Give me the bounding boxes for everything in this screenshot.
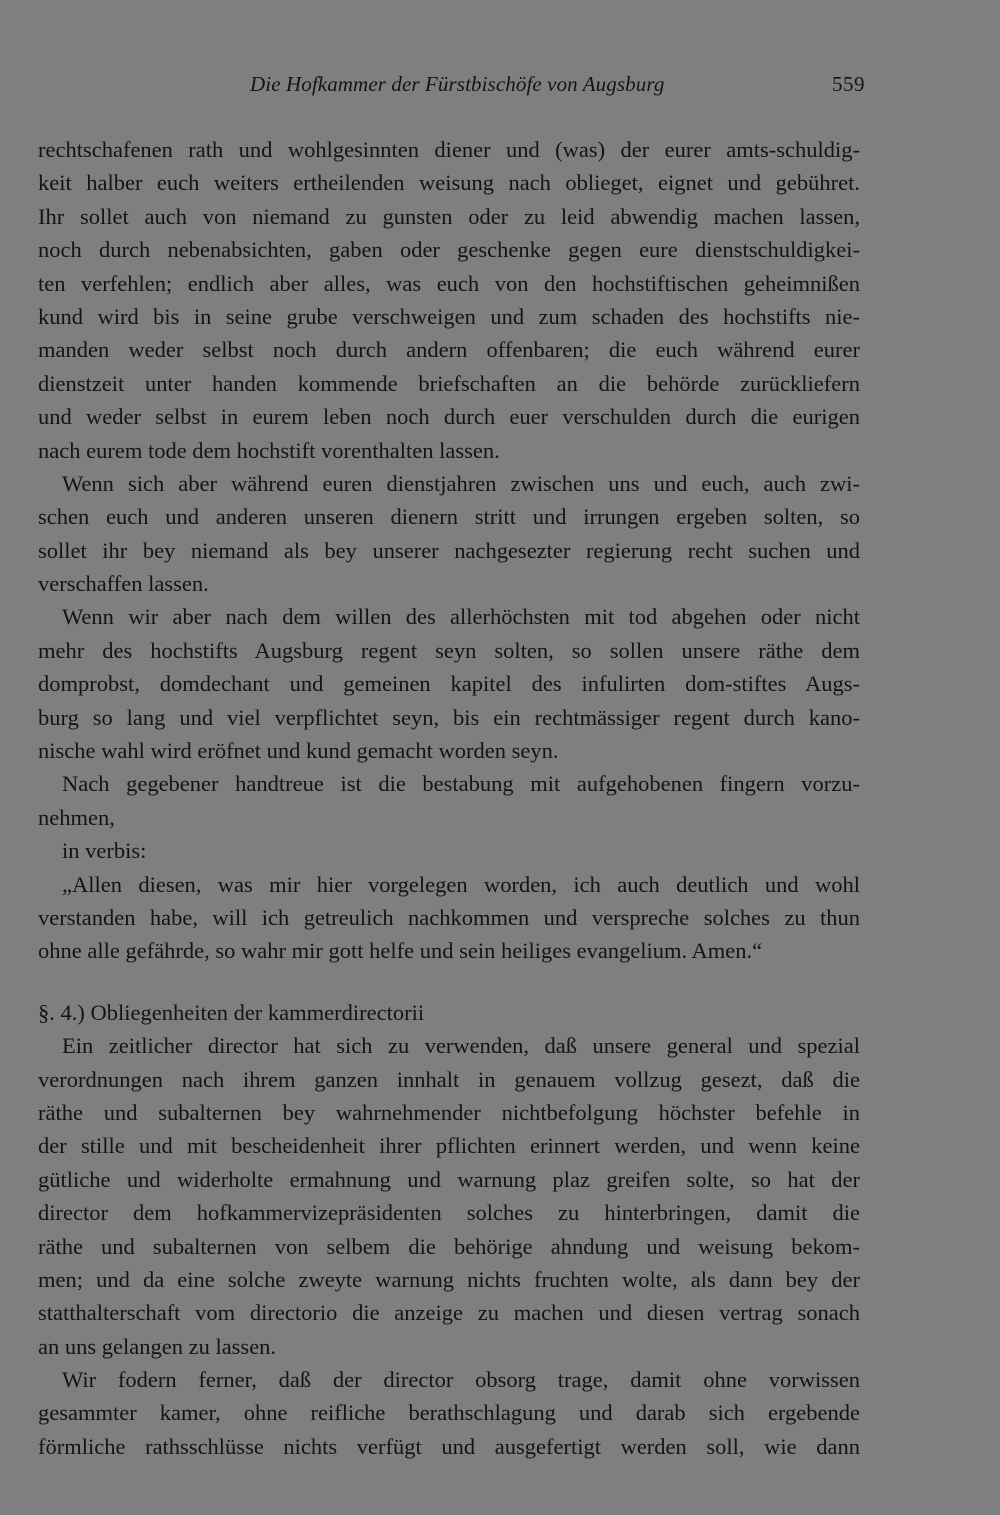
text-line: räthe und subalternen von selbem die behörige ahndung und weisung bekom- [38, 1233, 860, 1259]
text-line: „Allen diesen, was mir hier vorgelegen worden, ich auch deutlich und wohl [62, 871, 860, 897]
text-line: statthalterschaft vom directorio die anzeige zu machen und diesen vertrag sonach [38, 1300, 860, 1326]
text-line: nach eurem tode dem hochstift vorenthalten lassen. [38, 437, 500, 463]
text-line: gesammter kamer, ohne reifliche berathschlagung und darab sich ergebende [38, 1400, 860, 1426]
text-line: manden weder selbst noch durch andern offenbaren; die euch während eurer [38, 337, 860, 363]
paragraph [38, 133, 860, 467]
text-line: burg so lang und viel verpflichtet seyn, bis ein rechtmässiger regent durch kano- [38, 704, 860, 730]
paragraph [38, 834, 860, 867]
text-line: nehmen, [38, 804, 115, 830]
text-line: ohne alle gefährde, so wahr mir gott helfe und sein heiliges evangelium. Amen.“ [38, 938, 763, 964]
paragraph [38, 600, 860, 767]
text-line: und weder selbst in eurem leben noch durch euer verschulden durch die eurigen [38, 404, 860, 430]
paragraph [38, 1363, 860, 1463]
text-line: schen euch und anderen unseren dienern stritt und irrungen ergeben solten, so [38, 504, 860, 530]
text-line: Nach gegebener handtreue ist die bestabung mit aufgehobenen fingern vorzu- [62, 771, 860, 797]
text-line: räthe und subalternen bey wahrnehmender nichtbefolgung höchster befehle in [38, 1099, 860, 1125]
text-line: director dem hofkammervizepräsidenten solches zu hinterbringen, damit die [38, 1200, 860, 1226]
text-line: nische wahl wird eröfnet und kund gemacht worden seyn. [38, 738, 559, 764]
running-head [40, 72, 865, 102]
text-line: keit halber euch weiters ertheilenden weisung nach oblieget, eignet und gebühret. [38, 170, 860, 196]
text-line: men; und da eine solche zweyte warnung nichts fruchten wolte, als dann bey der [38, 1266, 860, 1292]
text-line: in verbis: [62, 838, 147, 864]
paragraph [38, 767, 860, 834]
text-line: mehr des hochstifts Augsburg regent seyn solten, so sollen unsere räthe dem [38, 637, 860, 663]
running-title: Die Hofkammer der Fürstbischöfe von Augsburg [250, 72, 665, 96]
text-line: an uns gelangen zu lassen. [38, 1333, 277, 1359]
text-line: ten verfehlen; endlich aber alles, was euch von den hochstiftischen geheimnißen [38, 270, 860, 296]
text-line: Wenn wir aber nach dem willen des allerhöchsten mit tod abgehen oder nicht [62, 604, 860, 630]
paragraph [38, 467, 860, 601]
text-line: förmliche rathsschlüsse nichts verfügt und ausgefertigt werden soll, wie dann [38, 1433, 860, 1459]
text-line: verstanden habe, will ich getreulich nachkommen und verspreche solches zu thun [38, 904, 860, 930]
text-line: Wenn sich aber während euren dienstjahren zwischen uns und euch, auch zwi- [62, 470, 860, 496]
text-line: domprobst, domdechant und gemeinen kapitel des infulirten dom-stiftes Augs- [38, 671, 860, 697]
paragraph [38, 1029, 860, 1363]
text-line: dienstzeit unter handen kommende briefschaften an die behörde zurückliefern [38, 370, 860, 396]
text-line: rechtschafenen rath und wohlgesinnten diener und (was) der eurer amts-schuldig- [38, 137, 860, 162]
text-line: Ein zeitlicher director hat sich zu verwenden, daß unsere general und spezial [62, 1033, 860, 1059]
text-line: Wir fodern ferner, daß der director obsorg trage, damit ohne vorwissen [62, 1367, 860, 1393]
text-line: gütliche und widerholte ermahnung und warnung plaz greifen solte, so hat der [38, 1166, 860, 1192]
text-line: kund wird bis in seine grube verschweigen und zum schaden des hochstifts nie- [38, 303, 860, 329]
oath-paragraph [38, 868, 860, 968]
text-line: Ihr sollet auch von niemand zu gunsten oder zu leid abwendig machen lassen, [38, 203, 860, 229]
text-line: sollet ihr bey niemand als bey unserer nachgesezter regierung recht suchen und [38, 537, 860, 563]
body-text [38, 133, 860, 1463]
page-number: 559 [832, 72, 865, 96]
text-line: verordnungen nach ihrem ganzen innhalt in genauem vollzug gesezt, daß die [38, 1066, 860, 1092]
text-line: noch durch nebenabsichten, gaben oder geschenke gegen eure dienstschuldigkei- [38, 237, 860, 263]
section-heading: §. 4.) Obliegenheiten der kammerdirectorii [38, 999, 425, 1025]
text-line: der stille und mit bescheidenheit ihrer pflichten erinnert werden, und wenn keine [38, 1133, 860, 1159]
text-line: verschaffen lassen. [38, 571, 209, 597]
